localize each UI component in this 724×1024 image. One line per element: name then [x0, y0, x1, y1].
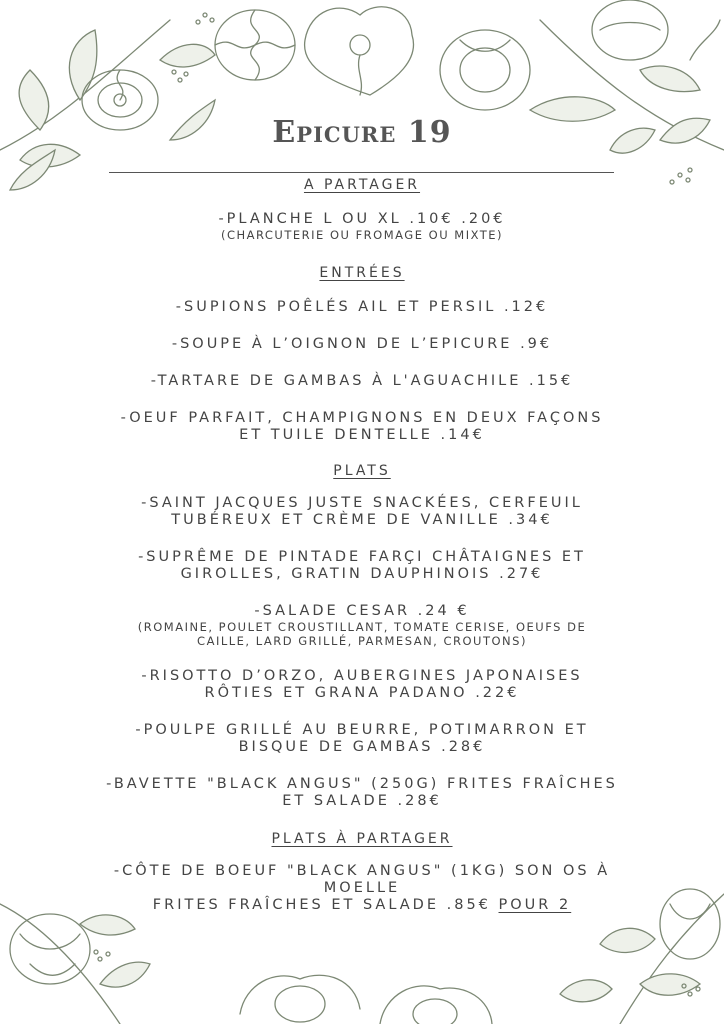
- menu-item-saint-jacques-line1: -SAINT JACQUES JUSTE SNACKÉES, CERFEUIL: [141, 495, 583, 511]
- menu-item-soupe: -SOUPE À L’OIGNON DE L’EPICURE .9€: [171, 336, 553, 352]
- section-title-plats: PLATS: [333, 463, 391, 479]
- restaurant-title: Epicure 19: [272, 115, 452, 150]
- section-title-a-partager: A PARTAGER: [303, 177, 421, 193]
- menu-item-pintade-line1: -SUPRÊME DE PINTADE FARÇI CHÂTAIGNES ET: [138, 549, 586, 565]
- section-title-plats-a-partager: PLATS À PARTAGER: [271, 831, 453, 847]
- menu-item-cote-de-boeuf: [0, 863, 724, 914]
- menu-item-poulpe-line2: BISQUE DE GAMBAS .28€: [238, 739, 486, 755]
- menu-item-salade-cesar-note-line1: (ROMAINE, POULET CROUSTILLANT, TOMATE CERISE, OEUFS DE: [137, 620, 587, 634]
- menu-item-bavette-line1: -BAVETTE "BLACK ANGUS" (250G) FRITES FRAÎCHES: [106, 776, 618, 792]
- menu-item-oeuf-line2: ET TUILE DENTELLE .14€: [239, 427, 485, 443]
- menu-item-salade-cesar: -SALADE CESAR .24 €: [254, 603, 470, 619]
- menu-item-oeuf-line1: -OEUF PARFAIT, CHAMPIGNONS EN DEUX FAÇONS: [120, 410, 604, 426]
- menu-item-risotto-line1: -RISOTTO D’ORZO, AUBERGINES JAPONAISES: [141, 668, 583, 684]
- menu-item-cote-line2: MOELLE: [323, 880, 401, 896]
- section-title-entrees: ENTRÉES: [319, 265, 405, 281]
- menu-item-pintade: [0, 549, 724, 583]
- menu-item-saint-jacques: [0, 495, 724, 529]
- menu-item-supions: -SUPIONS POÊLÉS AIL ET PERSIL .12€: [175, 299, 549, 315]
- menu-item-tartare: -TARTARE DE GAMBAS À L'AGUACHILE .15€: [150, 373, 574, 389]
- menu-item-cote-suffix: POUR 2: [498, 897, 572, 913]
- menu-item-salade-cesar-note-line2: CAILLE, LARD GRILLÉ, PARMESAN, CROUTONS): [197, 634, 527, 648]
- menu: [0, 172, 724, 914]
- menu-item-risotto: [0, 668, 724, 702]
- menu-item-saint-jacques-line2: TUBÉREUX ET CRÈME DE VANILLE .34€: [171, 512, 553, 528]
- floral-decoration-top: [0, 0, 724, 200]
- menu-item-planche: -PLANCHE L OU XL .10€ .20€: [218, 211, 506, 227]
- menu-item-salade-cesar-note: [0, 620, 724, 648]
- menu-item-oeuf: [0, 410, 724, 444]
- menu-item-poulpe: [0, 722, 724, 756]
- menu-item-poulpe-line1: -POULPE GRILLÉ AU BEURRE, POTIMARRON ET: [135, 722, 589, 738]
- menu-item-pintade-line2: GIROLLES, GRATIN DAUPHINOIS .27€: [180, 566, 544, 582]
- menu-item-bavette-line2: ET SALADE .28€: [282, 793, 442, 809]
- menu-item-cote-line3: FRITES FRAÎCHES ET SALADE .85€: [152, 897, 491, 913]
- menu-item-bavette: [0, 776, 724, 810]
- menu-item-risotto-line2: RÔTIES ET GRANA PADANO .22€: [204, 685, 520, 701]
- menu-item-planche-note: (CHARCUTERIE OU FROMAGE OU MIXTE): [220, 228, 504, 242]
- menu-item-cote-line1: -CÔTE DE BOEUF "BLACK ANGUS" (1KG) SON OS À: [113, 863, 611, 879]
- menu-item-cote-line3-wrap: [0, 897, 724, 914]
